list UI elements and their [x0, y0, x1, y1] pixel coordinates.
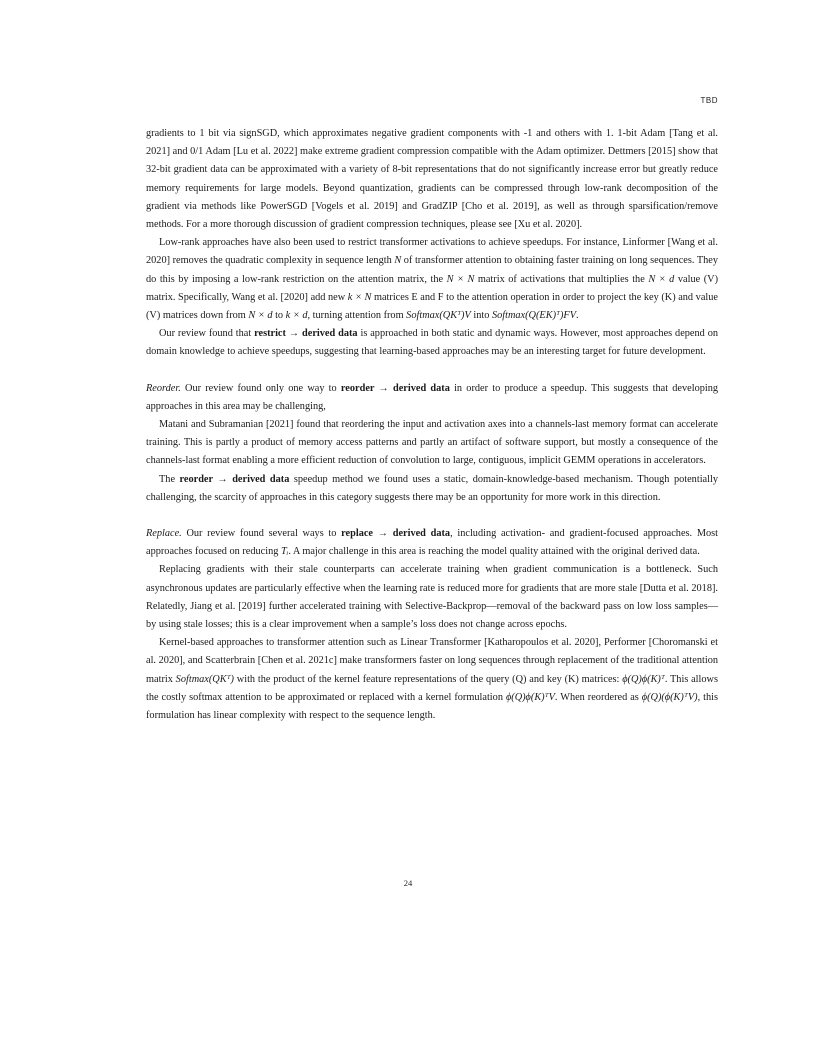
- math-expression: Softmax(Q(EK)ᵀ)FV: [491, 310, 576, 322]
- text-run: , this formulation has linear complexity with respect to the sequence length.: [146, 691, 718, 722]
- math-expression: N: [394, 255, 402, 267]
- math-expression: Softmax(QKᵀ): [175, 673, 234, 685]
- text-run: Our review found several ways to: [181, 528, 342, 540]
- text-run: . A major challenge in this area is reaching the model quality attained with the original derived data.: [288, 546, 700, 558]
- text-run: , including activation- and gradient-focused approaches. Most approaches focused on reducing: [146, 528, 718, 558]
- running-head: TBD: [700, 96, 718, 105]
- paragraph-p3: [146, 325, 718, 361]
- bold-term: restrict → derived data: [254, 328, 358, 340]
- text-run: to: [272, 310, 286, 322]
- math-expression: ϕ(Q)ϕ(K)ᵀ: [622, 673, 665, 685]
- paragraph-p5: Matani and Subramanian [2021] found that reordering the input and activation axes into a channels-last memory format can accelerate training. This is partly a product of memory access patterns and partly an artifact of software support, but mostly a consequence of the channels-last format enabling a more efficient reduction of convolution to large, contiguous, implicit GEMM operations in accelerators.: [146, 419, 718, 467]
- text-run: value (V) matrix. Specifically, Wang et al. [2020] add new: [146, 273, 718, 303]
- math-expression: k × d: [285, 310, 308, 322]
- math-expression: Tᵢ: [280, 546, 289, 558]
- math-expression: k × N: [347, 291, 372, 303]
- text-run: into: [470, 310, 492, 322]
- text-run: matrices E and F to the attention operation in order to project the key (K) and value (V) matrices down from: [146, 291, 718, 322]
- paragraph-p4: [146, 380, 718, 416]
- text-run: , turning attention from: [307, 310, 407, 322]
- text-run: The: [159, 473, 180, 485]
- paragraph-p7: [146, 525, 718, 561]
- text-run: matrix of activations that multiplies the: [474, 273, 649, 285]
- text-run: Our review found only one way to: [180, 382, 341, 394]
- bold-term: reorder → derived data: [179, 473, 290, 485]
- paragraph-p2: [146, 234, 718, 325]
- text-run: in order to produce a speedup. This suggests that developing approaches in this area may be challenging,: [146, 382, 719, 412]
- run-in-heading: Reorder.: [146, 382, 181, 394]
- math-expression: N × d: [248, 310, 273, 322]
- text-run: Our review found that: [159, 328, 255, 340]
- math-expression: ϕ(Q)(ϕ(K)ᵀV): [641, 691, 698, 703]
- text-run: . When reordered as: [554, 691, 642, 703]
- text-run: .: [576, 310, 579, 322]
- math-expression: Softmax(QKᵀ)V: [406, 310, 471, 322]
- text-run: Kernel-based approaches to transformer attention such as Linear Transformer [Katharopoulos et al. 2020], Performer [Choromanski et al. 2020], and Scatterbrain [Chen et al. 2021c] make transformers faster on long sequences through replacement of the traditional attention matrix: [146, 637, 718, 685]
- paragraph-p9: [146, 634, 718, 725]
- math-expression: N × N: [446, 273, 475, 285]
- text-run: of transformer attention to obtaining faster training on long sequences. They do this by imposing a low-rank restriction on the attention matrix, the: [146, 255, 718, 285]
- paragraph-p6: [146, 471, 718, 507]
- bold-term: replace → derived data: [341, 528, 451, 540]
- run-in-heading: Replace.: [146, 528, 182, 540]
- paragraph-p8: Replacing gradients with their stale counterparts can accelerate training when gradient communication is a bottleneck. Such asynchronous updates are particularly effective when the learning rate is reduced more for gradients that are more stale [Dutta et al. 2018]. Relatedly, Jiang et al. [2019] further accelerated training with Selective-Backprop—removal of the backward pass on low loss samples—by using stale losses; this is a clear improvement when a sample’s loss does not change across epochs.: [146, 564, 718, 631]
- text-run: Low-rank approaches have also been used to restrict transformer activations to achieve speedups. For instance, Linformer [Wang et al. 2020] removes the quadratic complexity in sequence length: [146, 237, 718, 267]
- math-expression: ϕ(Q)ϕ(K)ᵀV: [505, 691, 555, 703]
- text-run: speedup method we found uses a static, domain-knowledge-based mechanism. Though potentially challenging, the scarcity of approaches in this category suggests there may be an opportunity for more work in this direction.: [146, 473, 718, 503]
- bold-term: reorder → derived data: [340, 382, 450, 394]
- body-text: [146, 125, 718, 725]
- math-expression: N × d: [648, 273, 675, 285]
- paragraph-p1: gradients to 1 bit via signSGD, which approximates negative gradient components with -1 and others with 1. 1-bit Adam [Tang et al. 2021] and 0/1 Adam [Lu et al. 2022] make extreme gradient compression compatible with the Adam optimizer. Dettmers [2015] show that 32-bit gradient data can be approximated with a variety of 8-bit representations that do not significantly increase error but greatly reduce memory requirements for large models. Beyond quantization, gradients can be compressed through low-rank decomposition of the gradient via methods like PowerSGD [Vogels et al. 2019] and GradZIP [Cho et al. 2019], as well as through sparsification/remove methods. For a more thorough discussion of gradient compression techniques, please see [Xu et al. 2020].: [146, 128, 718, 231]
- page-number: 24: [403, 878, 413, 888]
- text-run: . This allows the costly softmax attention to be approximated or replaced with a kernel formulation: [146, 673, 718, 703]
- text-run: is approached in both static and dynamic ways. However, most approaches depend on domain knowledge to achieve speedups, suggesting that learning-based approaches may be an interesting target for future development.: [146, 328, 718, 358]
- text-run: with the product of the kernel feature representations of the query (Q) and key (K) matrices:: [233, 673, 623, 685]
